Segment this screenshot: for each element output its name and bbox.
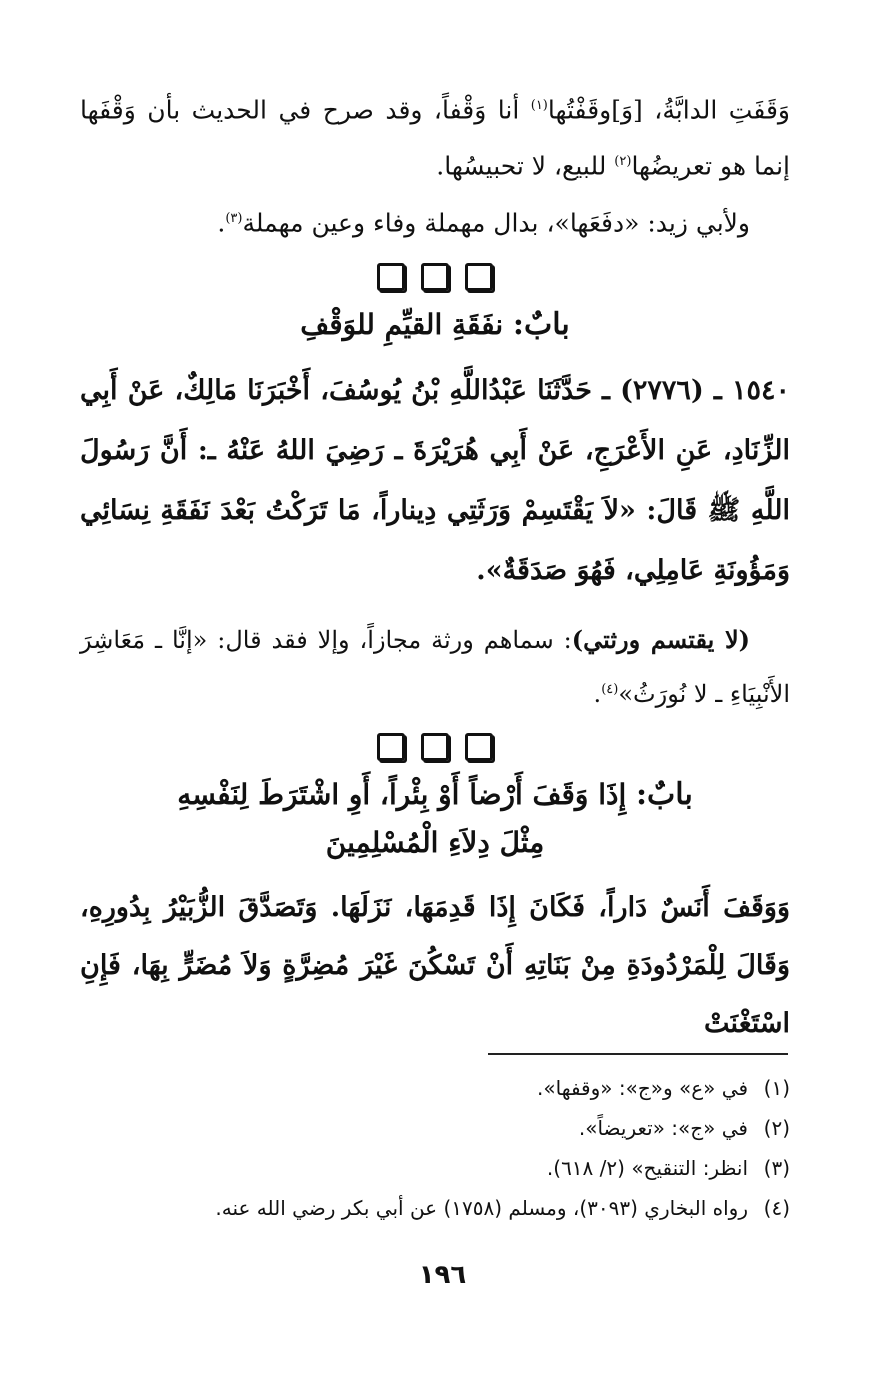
footnote-ref-4[interactable]: (٤) [601, 681, 619, 697]
closing-paragraph: وَوَقَفَ أَنَسٌ دَاراً، فَكَانَ إِذَا قَدِمَهَا، نَزَلَهَا. وَتَصَدَّقَ الزُّبَيْرُ بِدُورِهِ، وَقَالَ لِلْمَرْدُودَةِ مِنْ بَنَاتِهِ أَنْ تَسْكُنَ غَيْرَ مُضِرَّةٍ وَلاَ مُضَرٍّ بِهَا، فَإِنِ اسْتَغْنَتْ [80, 891, 790, 1039]
gloss-end: . [593, 679, 602, 708]
footnote-item [80, 1148, 790, 1188]
footnote-text: رواه البخاري (٣٠٩٣)، ومسلم (١٧٥٨) عن أبي بكر رضي الله عنه. [215, 1196, 748, 1220]
divider-square-icon [421, 733, 449, 761]
footnote-separator [488, 1053, 788, 1055]
chapter-title-line-2: مِثْلَ دِلاَءِ الْمُسْلِمِينَ [325, 825, 545, 859]
footnote-number: (٤) [763, 1196, 790, 1220]
footnote-ref-2[interactable]: (٢) [614, 154, 632, 170]
footnote-item [80, 1188, 790, 1228]
footnote-number: (٣) [763, 1156, 790, 1180]
intro-text-1: وَقَفَتِ الدابَّةُ، [وَ]وقَفْتُها [547, 95, 791, 125]
intro-text-2b: . [217, 207, 226, 237]
page-body [80, 80, 790, 1053]
page-number: ١٩٦ [418, 1260, 467, 1290]
chapter-title: نفَقَةِ القيِّمِ للوَقْفِ [300, 307, 504, 341]
hadith-text: ١٥٤٠ ـ (٢٧٧٦) ـ حَدَّثَنَا عَبْدُاللَّهِ بْنُ يُوسُفَ، أَخْبَرَنَا مَالِكٌ، عَنْ أَبِي الزِّنَادِ، عَنِ الأَعْرَجِ، عَنْ أَبِي هُرَيْرَةَ ـ رَضِيَ اللهُ عَنْهُ ـ: أَنَّ رَسُولَ اللَّهِ ﷺ قَالَ: «لاَ يَقْتَسِمْ وَرَثَتِي دِيناراً، مَا تَرَكْتُ بَعْدَ نَفَقَةِ نِسَائِي وَمَؤُونَةِ عَامِلِي، فَهُوَ صَدَقَةٌ». [80, 374, 790, 586]
intro-text-2: ولأبي زيد: «دفَعَها»، بدال مهملة وفاء وعين مهملة [242, 207, 750, 237]
divider-square-icon [377, 733, 405, 761]
footnote-ref-3[interactable]: (٣) [225, 210, 243, 226]
intro-text-1c: للبيع، لا تحبيسُها. [436, 151, 615, 181]
chapter-label: بابٌ: [512, 306, 570, 342]
footnote-item [80, 1068, 790, 1108]
intro-paragraph-2 [80, 193, 790, 249]
footnote-number: (١) [763, 1076, 790, 1100]
divider-square-icon [377, 263, 405, 291]
footnote-text: انظر: التنقيح» (٢/ ٦١٨). [546, 1156, 748, 1180]
footnote-text: في «ع» و«ج»: «وقفها». [537, 1076, 748, 1100]
footnote-number: (٢) [763, 1116, 790, 1140]
chapter-title-line-1: إِذَا وَقَفَ أَرْضاً أَوْ بِئْراً، أَوِ اشْتَرَطَ لِنَفْسِهِ [177, 777, 627, 811]
gloss-paragraph [80, 615, 790, 719]
intro-text-1b: أنا وَقْفاً، وقد صرح في الحديث بأن وَقْفَها إنما هو تعريضُها [80, 95, 790, 181]
chapter-heading-2 [80, 771, 790, 867]
footnote-ref-1[interactable]: (١) [530, 98, 548, 113]
footnote-text: في «ج»: «تعريضاً». [578, 1116, 748, 1140]
section-divider-1 [80, 263, 790, 297]
footnote-item [80, 1108, 790, 1148]
gloss-term: (لا يقتسم ورثتي) [571, 624, 750, 654]
section-divider-2 [80, 733, 790, 767]
chapter-label: بابٌ: [635, 776, 693, 812]
divider-square-icon [465, 733, 493, 761]
gloss-text: : سماهم ورثة مجازاً، وإلا فقد قال: «إنَّا ـ مَعَاشِرَ الأَنْبِيَاءِ ـ لا نُورَثُ» [80, 625, 790, 708]
chapter-heading-1 [80, 301, 790, 349]
footnotes [80, 1068, 790, 1228]
intro-paragraph [80, 80, 790, 193]
divider-square-icon [421, 263, 449, 291]
divider-square-icon [465, 263, 493, 291]
